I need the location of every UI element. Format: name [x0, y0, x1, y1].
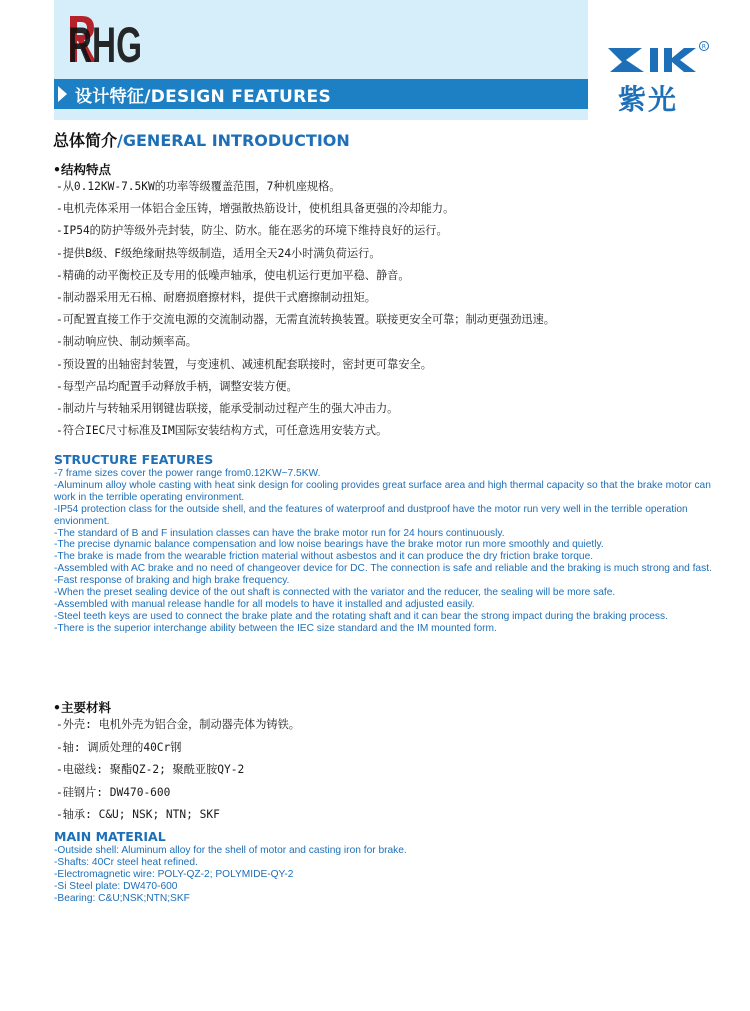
list-item: -Shafts: 40Cr steel heat refined. — [54, 856, 198, 868]
structure-features-en-title: STRUCTURE FEATURES — [54, 452, 214, 467]
list-item: -The precise dynamic balance compensation and low noise bearings have the brake motor run more smoothly and quietly. — [54, 539, 604, 551]
list-item: -Electromagnetic wire: POLY-QZ-2; POLYMIDE-QY-2 — [54, 868, 294, 880]
structure-features-cn-list — [56, 176, 555, 442]
list-item: -从0.12KW-7.5KW的功率等级覆盖范围，7种机座规格。 — [56, 180, 341, 193]
list-item: -The standard of B and F insulation classes can have the brake motor run for 24 hours continuously. — [54, 527, 505, 539]
materials-cn-list — [56, 714, 300, 827]
brand-logo-text: RHG — [68, 17, 142, 73]
company-name: 紫光 — [618, 83, 679, 116]
general-intro-title-cn: 总体简介 — [53, 131, 118, 150]
list-item: -Fast response of braking and high brake frequency. — [54, 575, 290, 587]
list-item: -Bearing: C&U;NSK;NTN;SKF — [54, 892, 190, 904]
materials-cn-title: •主要材料 — [53, 700, 111, 715]
list-item: -提供B级、F级绝缘耐热等级制造，适用全天24小时满负荷运行。 — [56, 246, 381, 260]
list-item: -轴承: C&U; NSK; NTN; SKF — [56, 808, 220, 821]
list-item: -There is the superior interchange ability between the IEC size standard and the IM mounted form. — [54, 622, 497, 634]
list-item: -Si Steel plate: DW470-600 — [54, 880, 178, 892]
design-features-title: 设计特征/DESIGN FEATURES — [75, 86, 332, 107]
list-item: -符合IEC尺寸标准及IM国际安装结构方式，可任意选用安装方式。 — [56, 424, 388, 438]
list-item: -When the preset sealing device of the out shaft is connected with the variator and the reducer, the sealing will be more safe. — [54, 587, 616, 599]
list-item: -IP54的防护等级外壳封装，防尘、防水。能在恶劣的环境下维持良好的运行。 — [56, 224, 448, 238]
list-item: -制动响应快、制动频率高。 — [56, 335, 197, 349]
list-item: -电机壳体采用一体铝合金压铸，增强散热筋设计，使机组具备更强的冷却能力。 — [56, 202, 455, 216]
general-intro-title-en: /GENERAL INTRODUCTION — [117, 131, 350, 150]
list-item: -The brake is made from the wearable friction material without asbestos and it can produce the dry friction brake torque. — [54, 551, 594, 563]
list-item: -电磁线: 聚酯QZ-2; 聚酰亚胺QY-2 — [56, 763, 245, 776]
materials-en-title: MAIN MATERIAL — [54, 829, 166, 844]
list-item: -每型产品均配置手动释放手柄，调整安装方便。 — [56, 379, 298, 393]
list-item: -Assembled with manual release handle for all models to have it installed and adjusted easily. — [54, 598, 475, 610]
list-item: -外壳: 电机外壳为铝合金，制动器壳体为铸铁。 — [56, 718, 300, 731]
rhg-brand-logo — [68, 10, 144, 73]
list-item: -制动片与转轴采用钢键齿联接，能承受制动过程产生的强大冲击力。 — [56, 401, 399, 415]
list-item: -7 frame sizes cover the power range from0.12KW~7.5KW. — [54, 468, 321, 479]
list-item: -可配置直接工作于交流电源的交流制动器，无需直流转换装置。联接更安全可靠；制动更强劲迅速。 — [56, 313, 555, 327]
list-item: -轴: 调质处理的40Cr钢 — [56, 740, 182, 754]
list-item: -Outside shell: Aluminum alloy for the shell of motor and casting iron for brake. — [54, 845, 407, 856]
list-item: -Aluminum alloy whole casting with heat sink design for cooling provides great surface area and high thermal capacity so that the brake motor can work in the terrible operating environment. — [54, 479, 711, 503]
general-introduction-heading — [53, 128, 350, 151]
list-item: -Steel teeth keys are used to connect the brake plate and the rotating shaft and it can bear the strong impact during the braking process. — [54, 610, 668, 622]
list-item: -硅钢片: DW470-600 — [56, 785, 171, 799]
structure-features-en-list — [54, 468, 714, 635]
list-item: -精确的动平衡校正及专用的低噪声轴承，使电机运行更加平稳、静音。 — [56, 268, 410, 282]
list-item: -IP54 protection class for the outside shell, and the features of waterproof and dustproof have the motor run very well in the terrible operation envionment. — [54, 503, 688, 527]
materials-en-list — [54, 845, 714, 905]
chevron-right-icon — [58, 86, 67, 102]
svg-text:R: R — [701, 43, 706, 51]
list-item: -Assembled with AC brake and no need of changeover device for DC. The connection is safe and reliable and the braking is much strong and fast. — [54, 563, 712, 575]
list-item: -制动器采用无石棉、耐磨损磨擦材料，提供干式磨擦制动扭矩。 — [56, 290, 376, 304]
zikong-logo-icon — [604, 38, 714, 82]
structure-features-cn-title: •结构特点 — [53, 162, 111, 177]
list-item: -预设置的出轴密封装置，与变速机、减速机配套联接时，密封更可靠安全。 — [56, 357, 432, 371]
design-features-bar — [54, 79, 588, 109]
